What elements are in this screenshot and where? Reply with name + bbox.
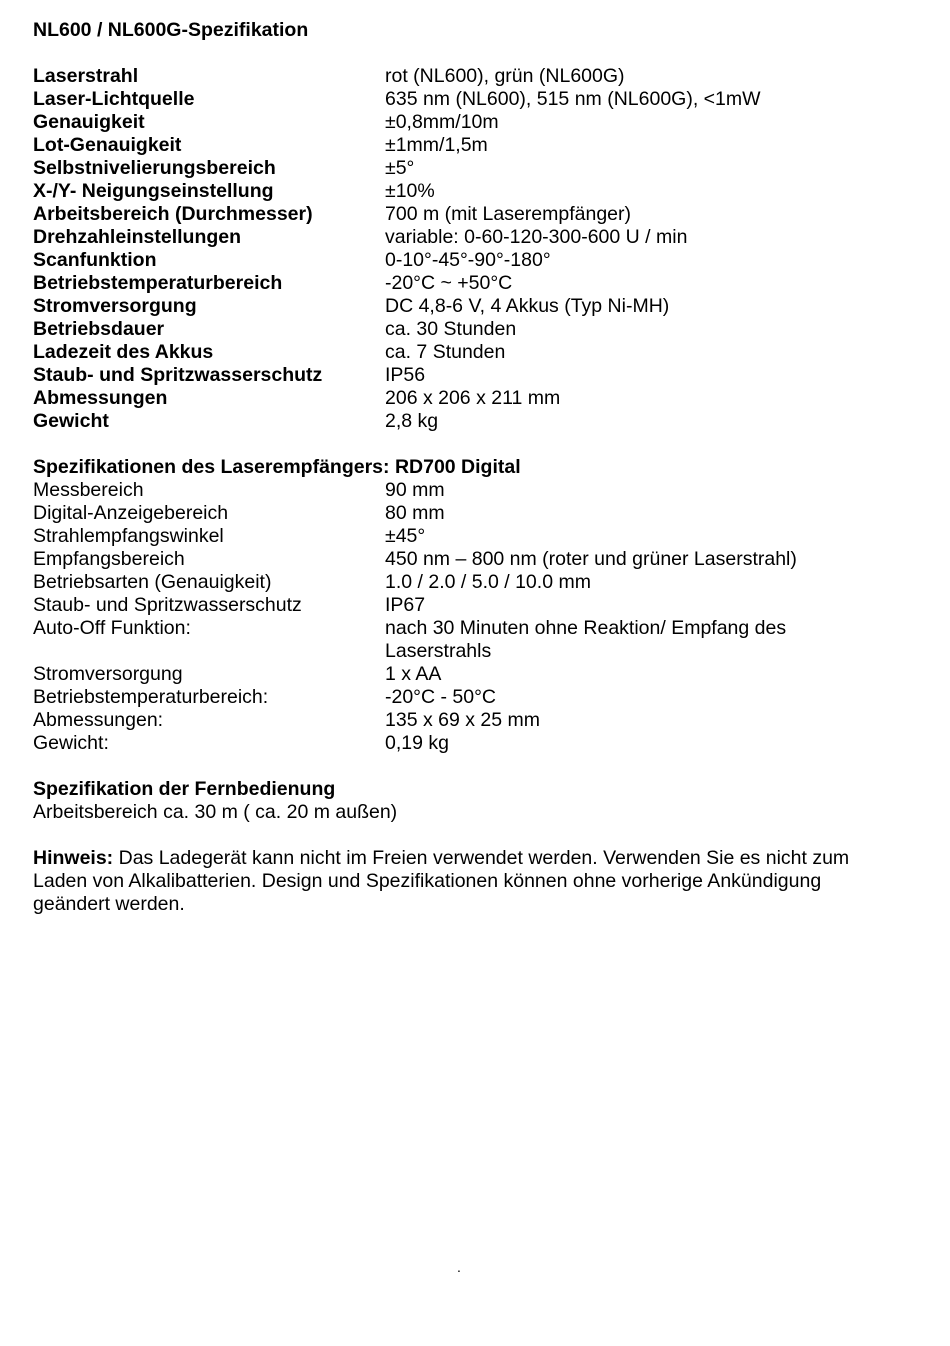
table-row	[33, 571, 913, 594]
table-row	[33, 226, 913, 249]
spec-label: Gewicht:	[33, 732, 109, 754]
table-row	[33, 686, 913, 709]
nl600-spec-table	[33, 65, 913, 433]
spec-label: Betriebsarten (Genauigkeit)	[33, 571, 272, 593]
spec-label: Stromversorgung	[33, 295, 197, 317]
spec-label: Scanfunktion	[33, 249, 157, 271]
table-row	[33, 88, 913, 111]
note-paragraph	[33, 847, 893, 916]
spec-value: 1.0 / 2.0 / 5.0 / 10.0 mm	[385, 571, 591, 593]
spec-label: Auto-Off Funktion:	[33, 617, 191, 639]
spec-label: Strahlempfangswinkel	[33, 525, 224, 547]
spec-label: Staub- und Spritzwasserschutz	[33, 364, 323, 386]
spec-value: 80 mm	[385, 502, 445, 524]
table-row	[33, 65, 913, 88]
spec-value: 700 m (mit Laserempfänger)	[385, 203, 632, 225]
spec-value: rot (NL600), grün (NL600G)	[385, 65, 625, 87]
spec-label: Betriebstemperaturbereich	[33, 272, 283, 294]
remote-spec-text: Arbeitsbereich ca. 30 m ( ca. 20 m außen)	[33, 801, 398, 823]
spec-value: 135 x 69 x 25 mm	[385, 709, 540, 731]
spec-label: Betriebstemperaturbereich:	[33, 686, 269, 708]
spec-label: Gewicht	[33, 410, 109, 432]
table-row	[33, 180, 913, 203]
spec-value: 635 nm (NL600), 515 nm (NL600G), <1mW	[385, 88, 761, 110]
receiver-spec-title: Spezifikationen des Laserempfängers: RD700 Digital	[33, 456, 521, 478]
spec-label: Genauigkeit	[33, 111, 145, 133]
spec-value: ±0,8mm/10m	[385, 111, 499, 133]
table-row	[33, 203, 913, 226]
nl600-spec-title: NL600 / NL600G-Spezifikation	[33, 19, 309, 41]
spec-label: Drehzahleinstellungen	[33, 226, 242, 248]
spec-label: Stromversorgung	[33, 663, 183, 685]
spec-label: Digital-Anzeigebereich	[33, 502, 229, 524]
spec-value: ±10%	[385, 180, 435, 202]
table-row	[33, 732, 913, 755]
spec-label: Betriebsdauer	[33, 318, 165, 340]
spec-label: Lot-Genauigkeit	[33, 134, 182, 156]
spec-label: Selbstnivelierungsbereich	[33, 157, 276, 179]
table-row	[33, 295, 913, 318]
spec-value: 1 x AA	[385, 663, 442, 685]
spec-value: -20°C ~ +50°C	[385, 272, 513, 294]
spec-value: IP56	[385, 364, 426, 386]
spec-value: 0,19 kg	[385, 732, 449, 754]
note-text: Das Ladegerät kann nicht im Freien verwendet werden. Verwenden Sie es nicht zum Laden von Alkalibatterien. Design und Spezifikationen können ohne vorherige Ankündigung geändert werden.	[33, 847, 850, 915]
table-row	[33, 617, 913, 640]
spec-value: -20°C - 50°C	[385, 686, 496, 708]
spec-value: nach 30 Minuten ohne Reaktion/ Empfang des	[385, 617, 787, 639]
spec-label: Messbereich	[33, 479, 144, 501]
spec-value: 90 mm	[385, 479, 445, 501]
table-row	[33, 318, 913, 341]
table-row	[33, 387, 913, 410]
spec-label: Laserstrahl	[33, 65, 139, 87]
table-row	[33, 663, 913, 686]
spec-value: 0-10°-45°-90°-180°	[385, 249, 551, 271]
receiver-spec-table	[33, 479, 913, 755]
table-row	[33, 479, 913, 502]
spec-label: Abmessungen	[33, 387, 168, 409]
spec-value: 2,8 kg	[385, 410, 439, 432]
spec-value: ±1mm/1,5m	[385, 134, 488, 156]
spec-value: ca. 7 Stunden	[385, 341, 506, 363]
spec-value: ca. 30 Stunden	[385, 318, 517, 340]
table-row	[33, 548, 913, 571]
table-row	[33, 272, 913, 295]
spec-value-continued: Laserstrahls	[385, 640, 492, 662]
spec-value: IP67	[385, 594, 426, 616]
spec-label: X-/Y- Neigungseinstellung	[33, 180, 274, 202]
table-row	[33, 502, 913, 525]
table-row	[33, 594, 913, 617]
spec-label: Arbeitsbereich (Durchmesser)	[33, 203, 313, 225]
table-row	[33, 111, 913, 134]
remote-spec-title: Spezifikation der Fernbedienung	[33, 778, 336, 800]
table-row	[33, 525, 913, 548]
document-page	[33, 19, 913, 916]
table-row	[33, 640, 913, 663]
spec-value: DC 4,8-6 V, 4 Akkus (Typ Ni-MH)	[385, 295, 670, 317]
spec-label: Abmessungen:	[33, 709, 164, 731]
table-row	[33, 364, 913, 387]
note-label: Hinweis:	[33, 847, 114, 869]
spec-value: 206 x 206 x 211 mm	[385, 387, 561, 409]
spec-label: Ladezeit des Akkus	[33, 341, 214, 363]
spec-value: 450 nm – 800 nm (roter und grüner Laserstrahl)	[385, 548, 797, 570]
table-row	[33, 709, 913, 732]
table-row	[33, 134, 913, 157]
spec-label: Empfangsbereich	[33, 548, 185, 570]
spec-value: variable: 0-60-120-300-600 U / min	[385, 226, 688, 248]
footer-mark: .	[457, 1259, 461, 1275]
table-row	[33, 410, 913, 433]
table-row	[33, 249, 913, 272]
spec-label: Laser-Lichtquelle	[33, 88, 195, 110]
spec-value: ±5°	[385, 157, 415, 179]
table-row	[33, 341, 913, 364]
table-row	[33, 157, 913, 180]
spec-value: ±45°	[385, 525, 426, 547]
spec-label: Staub- und Spritzwasserschutz	[33, 594, 302, 616]
